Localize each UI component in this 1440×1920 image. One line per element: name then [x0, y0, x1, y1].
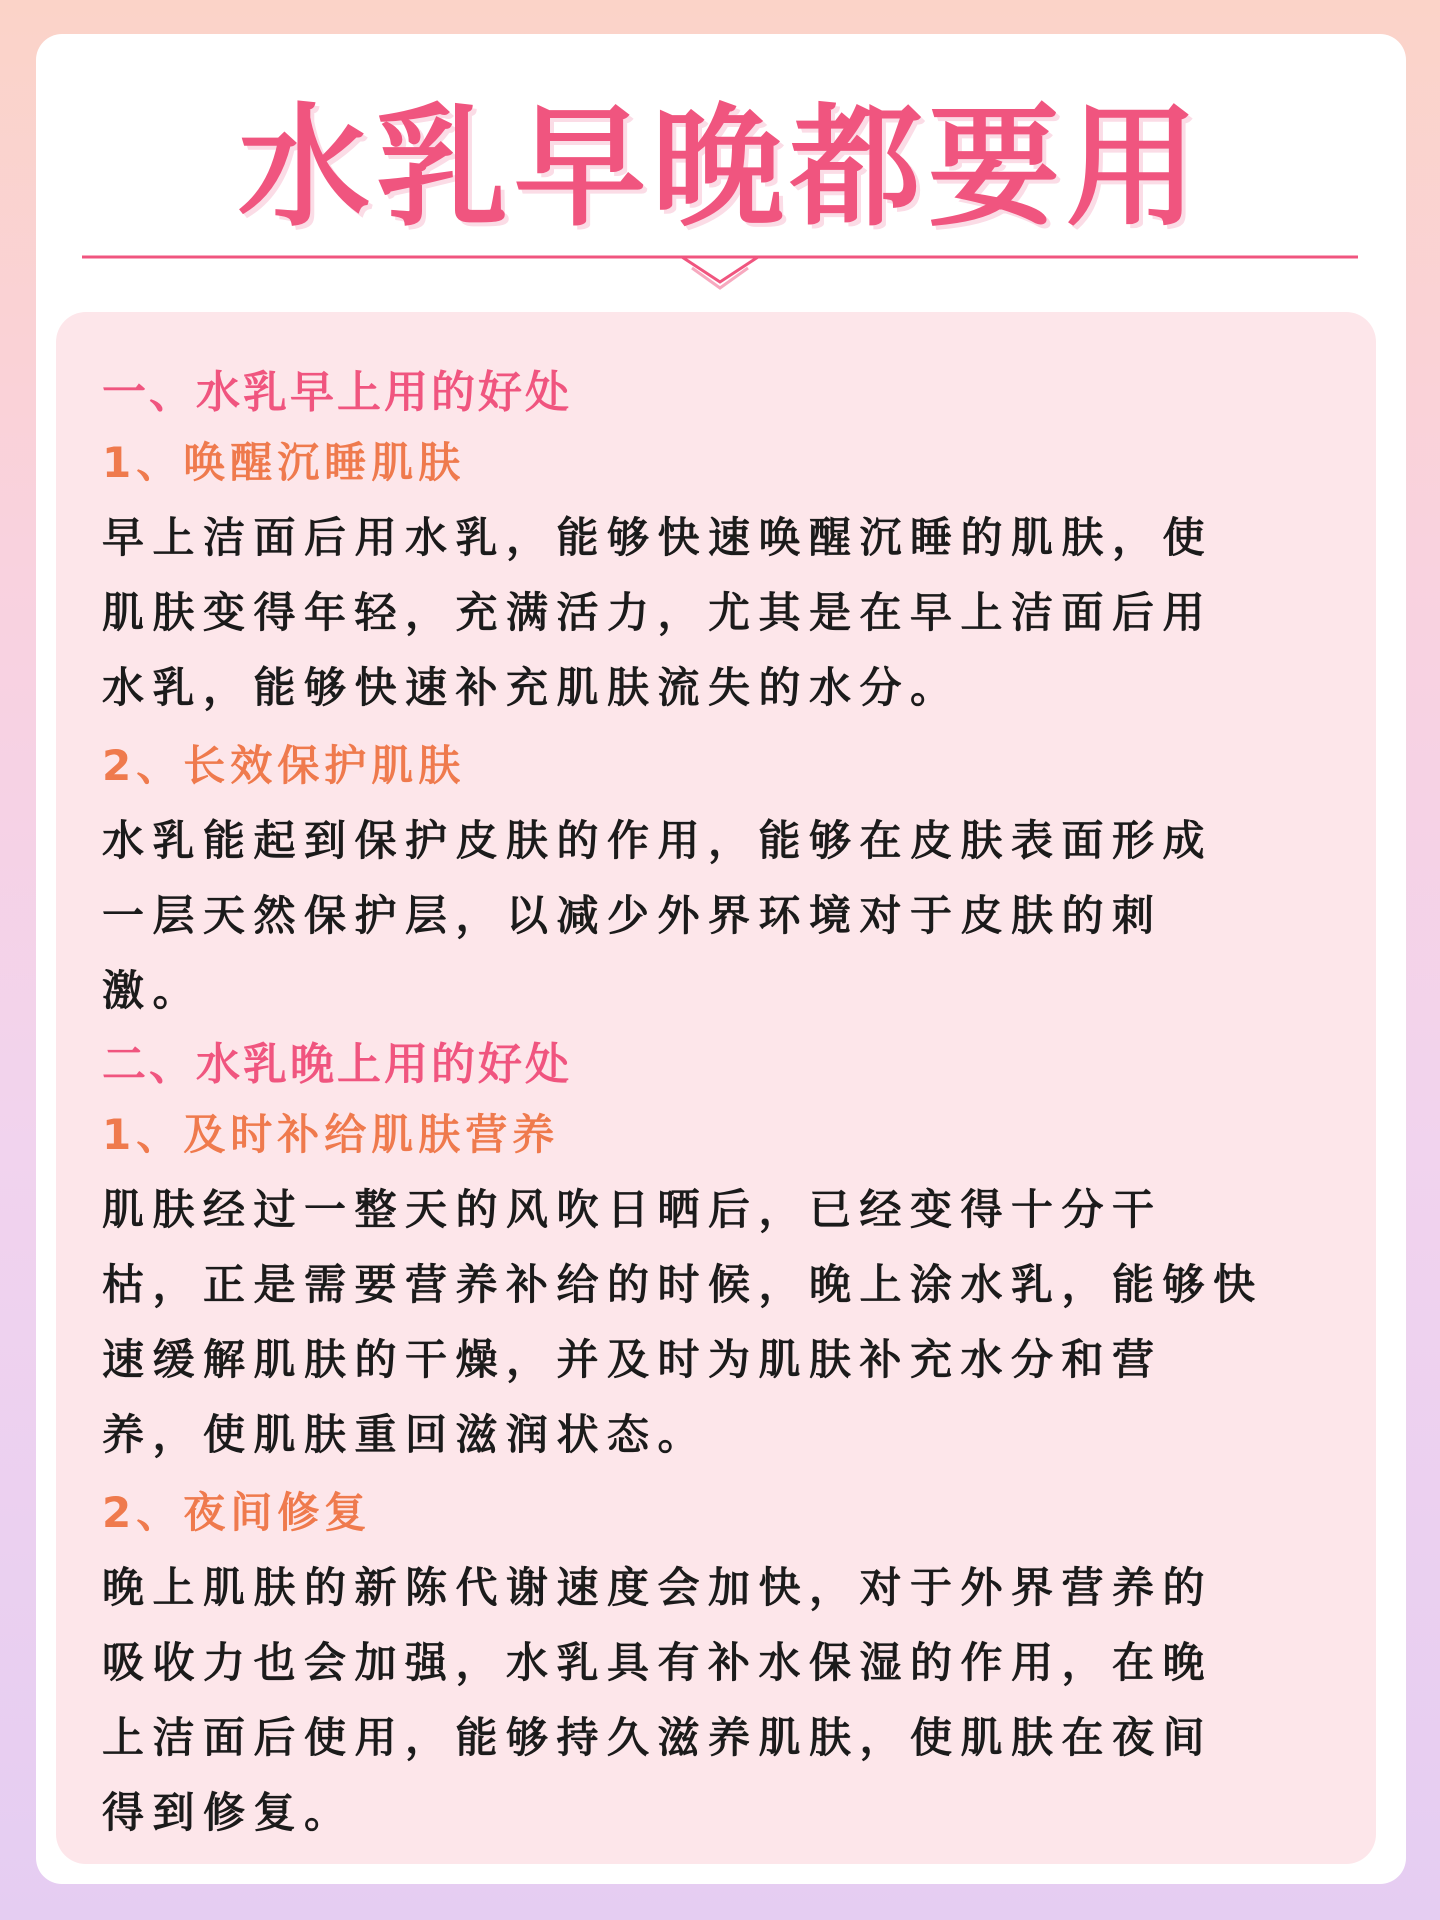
- item-paragraph: [102, 1550, 1352, 1854]
- item-paragraph: [102, 500, 1352, 729]
- paragraph-line: 早上洁面后用水乳，能够快速唤醒沉睡的肌肤，使: [102, 513, 1214, 562]
- section-morning: [102, 360, 1376, 1032]
- paragraph-line: 枯，正是需要营养补给的时候，晚上涂水乳，能够快: [102, 1260, 1264, 1309]
- item-nourish-skin: [102, 1098, 1376, 1476]
- paragraph-line: 速缓解肌肤的干燥，并及时为肌肤补充水分和营: [102, 1335, 1163, 1384]
- paragraph-line: 肌肤经过一整天的风吹日晒后，已经变得十分干: [102, 1185, 1163, 1234]
- item-night-repair: [102, 1476, 1376, 1854]
- paragraph-line: 得到修复。: [102, 1788, 355, 1837]
- page-title: 水乳早晚都要用: [238, 91, 1204, 245]
- section-title: 二、水乳晚上用的好处: [102, 1039, 572, 1090]
- paragraph-line: 晚上肌肤的新陈代谢速度会加快，对于外界营养的: [102, 1563, 1214, 1612]
- item-paragraph: [102, 803, 1352, 1032]
- paragraph-line: 养，使肌肤重回滋润状态。: [102, 1410, 709, 1459]
- item-title: 2、长效保护肌肤: [102, 741, 466, 790]
- section-title: 一、水乳早上用的好处: [102, 367, 572, 418]
- divider-chevron-shadow-icon: [692, 268, 748, 288]
- item-title: 1、唤醒沉睡肌肤: [102, 438, 466, 487]
- item-paragraph: [102, 1172, 1352, 1476]
- paragraph-line: 吸收力也会加强，水乳具有补水保湿的作用，在晚: [102, 1638, 1214, 1687]
- item-protect-skin: [102, 729, 1376, 1032]
- title-divider: [82, 254, 1358, 304]
- paragraph-line: 上洁面后使用，能够持久滋养肌肤，使肌肤在夜间: [102, 1713, 1214, 1762]
- article-card: [36, 34, 1406, 1884]
- item-title: 2、夜间修复: [102, 1488, 372, 1537]
- item-title: 1、及时补给肌肤营养: [102, 1110, 560, 1159]
- paragraph-line: 一层天然保护层，以减少外界环境对于皮肤的刺: [102, 891, 1163, 940]
- paragraph-line: 肌肤变得年轻，充满活力，尤其是在早上洁面后用: [102, 588, 1214, 637]
- content-panel: [56, 312, 1376, 1864]
- paragraph-line: 水乳能起到保护皮肤的作用，能够在皮肤表面形成: [102, 816, 1214, 865]
- item-wake-skin: [102, 426, 1376, 729]
- section-evening: [102, 1032, 1376, 1854]
- paragraph-line: 激。: [102, 966, 204, 1015]
- paragraph-line: 水乳，能够快速补充肌肤流失的水分。: [102, 663, 961, 712]
